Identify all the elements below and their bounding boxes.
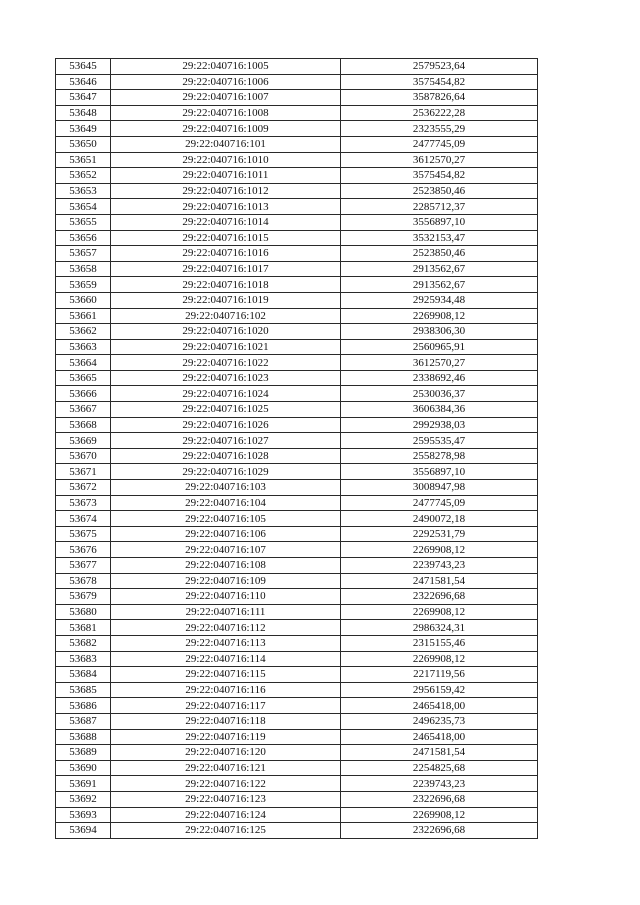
row-number-cell: 53649 [56,121,111,137]
row-number-cell: 53668 [56,417,111,433]
cadastral-value-cell: 2217119,56 [341,667,538,683]
cadastral-value-table [55,58,538,839]
cadastral-number-cell: 29:22:040716:124 [111,807,341,823]
cadastral-value-cell: 2239743,23 [341,776,538,792]
row-number-cell: 53653 [56,183,111,199]
row-number-cell: 53660 [56,292,111,308]
cadastral-number-cell: 29:22:040716:1019 [111,292,341,308]
cadastral-number-cell: 29:22:040716:104 [111,495,341,511]
row-number-cell: 53681 [56,620,111,636]
cadastral-number-cell: 29:22:040716:1007 [111,90,341,106]
cadastral-number-cell: 29:22:040716:1027 [111,433,341,449]
table-row [56,682,538,698]
table-row [56,526,538,542]
row-number-cell: 53688 [56,729,111,745]
cadastral-value-cell: 2913562,67 [341,277,538,293]
cadastral-value-cell: 2477745,09 [341,136,538,152]
cadastral-value-cell: 2322696,68 [341,823,538,839]
row-number-cell: 53694 [56,823,111,839]
row-number-cell: 53664 [56,355,111,371]
table-row [56,168,538,184]
table-row [56,199,538,215]
row-number-cell: 53656 [56,230,111,246]
row-number-cell: 53671 [56,464,111,480]
table-row [56,542,538,558]
row-number-cell: 53645 [56,59,111,75]
table-row [56,573,538,589]
cadastral-value-cell: 3606384,36 [341,402,538,418]
cadastral-number-cell: 29:22:040716:1021 [111,339,341,355]
table-row [56,448,538,464]
cadastral-value-cell: 2285712,37 [341,199,538,215]
table-row [56,261,538,277]
cadastral-value-cell: 2536222,28 [341,105,538,121]
cadastral-number-cell: 29:22:040716:115 [111,667,341,683]
row-number-cell: 53650 [56,136,111,152]
cadastral-number-cell: 29:22:040716:121 [111,760,341,776]
row-number-cell: 53691 [56,776,111,792]
row-number-cell: 53684 [56,667,111,683]
cadastral-value-cell: 2315155,46 [341,635,538,651]
cadastral-value-cell: 2523850,46 [341,246,538,262]
cadastral-value-cell: 2558278,98 [341,448,538,464]
cadastral-number-cell: 29:22:040716:102 [111,308,341,324]
table-row [56,370,538,386]
cadastral-number-cell: 29:22:040716:110 [111,589,341,605]
cadastral-number-cell: 29:22:040716:109 [111,573,341,589]
table-row [56,90,538,106]
cadastral-value-cell: 2322696,68 [341,589,538,605]
table-row [56,667,538,683]
row-number-cell: 53665 [56,370,111,386]
cadastral-value-cell: 3556897,10 [341,464,538,480]
cadastral-number-cell: 29:22:040716:105 [111,511,341,527]
row-number-cell: 53655 [56,214,111,230]
cadastral-number-cell: 29:22:040716:1018 [111,277,341,293]
cadastral-value-cell: 2471581,54 [341,573,538,589]
table-row [56,698,538,714]
cadastral-value-cell: 2938306,30 [341,324,538,340]
table-row [56,651,538,667]
cadastral-number-cell: 29:22:040716:1028 [111,448,341,464]
table-row [56,105,538,121]
table-row [56,339,538,355]
cadastral-value-cell: 2560965,91 [341,339,538,355]
cadastral-number-cell: 29:22:040716:1013 [111,199,341,215]
row-number-cell: 53677 [56,558,111,574]
cadastral-value-cell: 2471581,54 [341,745,538,761]
cadastral-value-cell: 3575454,82 [341,74,538,90]
cadastral-number-cell: 29:22:040716:122 [111,776,341,792]
row-number-cell: 53678 [56,573,111,589]
table-row [56,402,538,418]
row-number-cell: 53663 [56,339,111,355]
cadastral-number-cell: 29:22:040716:125 [111,823,341,839]
table-row [56,791,538,807]
row-number-cell: 53651 [56,152,111,168]
cadastral-number-cell: 29:22:040716:1016 [111,246,341,262]
table-row [56,308,538,324]
row-number-cell: 53675 [56,526,111,542]
cadastral-number-cell: 29:22:040716:117 [111,698,341,714]
table-row [56,807,538,823]
row-number-cell: 53679 [56,589,111,605]
cadastral-value-cell: 2477745,09 [341,495,538,511]
cadastral-number-cell: 29:22:040716:1006 [111,74,341,90]
cadastral-number-cell: 29:22:040716:106 [111,526,341,542]
cadastral-number-cell: 29:22:040716:1015 [111,230,341,246]
row-number-cell: 53657 [56,246,111,262]
cadastral-value-cell: 2465418,00 [341,729,538,745]
row-number-cell: 53676 [56,542,111,558]
table-row [56,558,538,574]
table-row [56,417,538,433]
row-number-cell: 53646 [56,74,111,90]
table-row [56,713,538,729]
cadastral-number-cell: 29:22:040716:118 [111,713,341,729]
cadastral-number-cell: 29:22:040716:1009 [111,121,341,137]
cadastral-value-cell: 3612570,27 [341,355,538,371]
cadastral-value-cell: 2269908,12 [341,308,538,324]
table-row [56,386,538,402]
row-number-cell: 53682 [56,635,111,651]
cadastral-value-cell: 2496235,73 [341,713,538,729]
table-row [56,59,538,75]
table-row [56,589,538,605]
row-number-cell: 53659 [56,277,111,293]
table-row [56,292,538,308]
row-number-cell: 53690 [56,760,111,776]
row-number-cell: 53680 [56,604,111,620]
row-number-cell: 53689 [56,745,111,761]
cadastral-number-cell: 29:22:040716:1029 [111,464,341,480]
row-number-cell: 53667 [56,402,111,418]
cadastral-number-cell: 29:22:040716:1025 [111,402,341,418]
cadastral-value-cell: 2913562,67 [341,261,538,277]
cadastral-number-cell: 29:22:040716:1008 [111,105,341,121]
cadastral-value-cell: 2530036,37 [341,386,538,402]
table-row [56,433,538,449]
cadastral-number-cell: 29:22:040716:1005 [111,59,341,75]
cadastral-number-cell: 29:22:040716:120 [111,745,341,761]
table-row [56,729,538,745]
row-number-cell: 53648 [56,105,111,121]
row-number-cell: 53672 [56,480,111,496]
table-row [56,495,538,511]
table-row [56,760,538,776]
row-number-cell: 53662 [56,324,111,340]
cadastral-number-cell: 29:22:040716:112 [111,620,341,636]
cadastral-number-cell: 29:22:040716:1012 [111,183,341,199]
cadastral-number-cell: 29:22:040716:1011 [111,168,341,184]
cadastral-value-cell: 2292531,79 [341,526,538,542]
row-number-cell: 53658 [56,261,111,277]
row-number-cell: 53683 [56,651,111,667]
row-number-cell: 53685 [56,682,111,698]
cadastral-value-cell: 2269908,12 [341,651,538,667]
cadastral-number-cell: 29:22:040716:111 [111,604,341,620]
row-number-cell: 53686 [56,698,111,714]
table-row [56,230,538,246]
cadastral-number-cell: 29:22:040716:119 [111,729,341,745]
cadastral-number-cell: 29:22:040716:1022 [111,355,341,371]
cadastral-number-cell: 29:22:040716:1017 [111,261,341,277]
table-row [56,355,538,371]
cadastral-value-cell: 2465418,00 [341,698,538,714]
cadastral-value-cell: 3008947,98 [341,480,538,496]
cadastral-number-cell: 29:22:040716:1024 [111,386,341,402]
cadastral-value-cell: 3587826,64 [341,90,538,106]
cadastral-value-cell: 2986324,31 [341,620,538,636]
table-row [56,152,538,168]
row-number-cell: 53666 [56,386,111,402]
cadastral-value-cell: 2269908,12 [341,604,538,620]
table-row [56,480,538,496]
table-row [56,776,538,792]
table-row [56,511,538,527]
cadastral-number-cell: 29:22:040716:101 [111,136,341,152]
cadastral-number-cell: 29:22:040716:108 [111,558,341,574]
row-number-cell: 53692 [56,791,111,807]
table-body [56,59,538,839]
table-row [56,136,538,152]
cadastral-value-cell: 2925934,48 [341,292,538,308]
table-row [56,74,538,90]
table-row [56,745,538,761]
table-row [56,214,538,230]
cadastral-number-cell: 29:22:040716:1010 [111,152,341,168]
row-number-cell: 53661 [56,308,111,324]
cadastral-value-cell: 2992938,03 [341,417,538,433]
table-row [56,121,538,137]
table-row [56,620,538,636]
cadastral-value-cell: 3556897,10 [341,214,538,230]
table-row [56,635,538,651]
cadastral-value-cell: 2956159,42 [341,682,538,698]
table-row [56,277,538,293]
row-number-cell: 53669 [56,433,111,449]
cadastral-value-cell: 2490072,18 [341,511,538,527]
cadastral-number-cell: 29:22:040716:1020 [111,324,341,340]
cadastral-number-cell: 29:22:040716:103 [111,480,341,496]
row-number-cell: 53654 [56,199,111,215]
cadastral-value-cell: 2239743,23 [341,558,538,574]
row-number-cell: 53674 [56,511,111,527]
cadastral-value-cell: 3532153,47 [341,230,538,246]
row-number-cell: 53673 [56,495,111,511]
table-row [56,324,538,340]
cadastral-number-cell: 29:22:040716:1014 [111,214,341,230]
cadastral-number-cell: 29:22:040716:123 [111,791,341,807]
table-row [56,464,538,480]
cadastral-value-cell: 2269908,12 [341,807,538,823]
row-number-cell: 53687 [56,713,111,729]
cadastral-value-cell: 2338692,46 [341,370,538,386]
cadastral-number-cell: 29:22:040716:116 [111,682,341,698]
cadastral-value-cell: 2323555,29 [341,121,538,137]
cadastral-value-cell: 3575454,82 [341,168,538,184]
cadastral-value-cell: 2322696,68 [341,791,538,807]
table-row [56,604,538,620]
table-row [56,183,538,199]
row-number-cell: 53693 [56,807,111,823]
cadastral-value-cell: 2579523,64 [341,59,538,75]
cadastral-value-cell: 3612570,27 [341,152,538,168]
row-number-cell: 53670 [56,448,111,464]
cadastral-value-cell: 2269908,12 [341,542,538,558]
cadastral-number-cell: 29:22:040716:113 [111,635,341,651]
cadastral-value-cell: 2523850,46 [341,183,538,199]
table-row [56,823,538,839]
row-number-cell: 53647 [56,90,111,106]
row-number-cell: 53652 [56,168,111,184]
cadastral-value-cell: 2595535,47 [341,433,538,449]
cadastral-number-cell: 29:22:040716:114 [111,651,341,667]
table-row [56,246,538,262]
cadastral-number-cell: 29:22:040716:1026 [111,417,341,433]
cadastral-number-cell: 29:22:040716:1023 [111,370,341,386]
cadastral-value-cell: 2254825,68 [341,760,538,776]
cadastral-number-cell: 29:22:040716:107 [111,542,341,558]
